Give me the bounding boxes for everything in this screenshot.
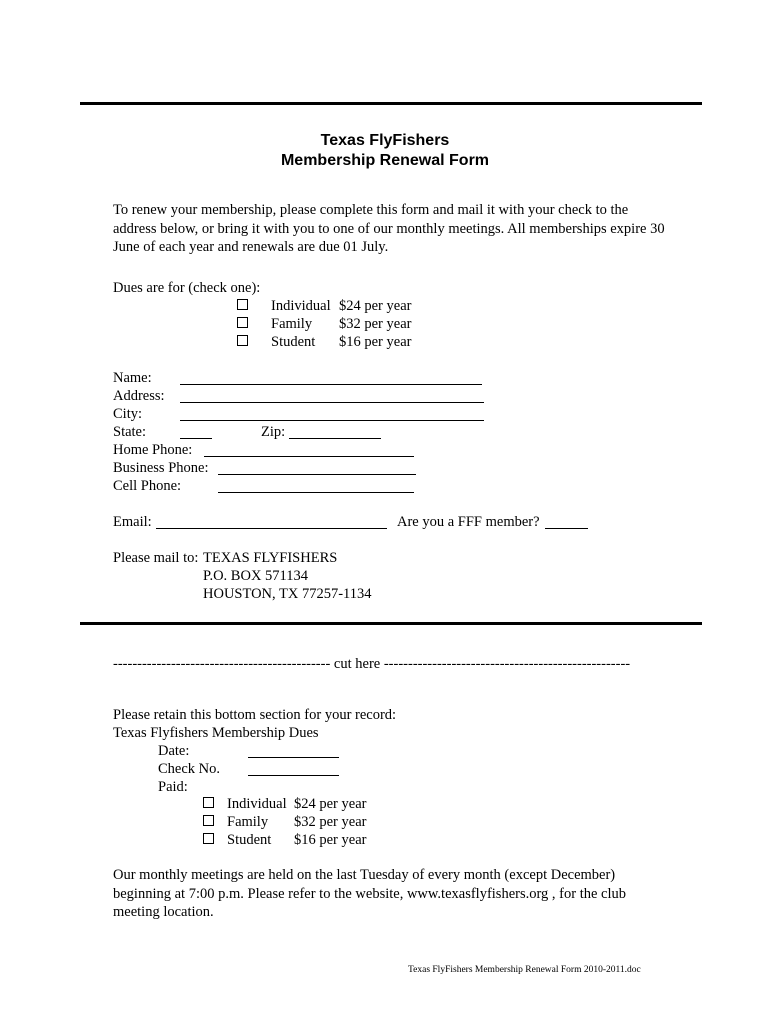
record-student-label: Student [227,832,272,848]
city-field[interactable] [180,420,484,421]
dues-student-price: $16 per year [339,334,412,350]
email-label: Email: [113,514,152,530]
business-phone-label: Business Phone: [113,460,209,476]
dues-family-label: Family [271,316,313,332]
zip-label: Zip: [261,424,286,440]
record-student-price: $16 per year [294,832,367,848]
middle-divider [80,622,702,625]
home-phone-field[interactable] [204,456,414,457]
intro-paragraph: To renew your membership, please complete this form and mail it with your check to the address below, or bring it with you to one of our monthly meetings. All memberships expire 30 June of each year and renewals are due 01 July. [113,202,665,255]
dues-family-price: $32 per year [339,316,412,332]
dues-student-label: Student [271,334,316,350]
address-field[interactable] [180,402,484,403]
form-subtitle: Membership Renewal Form [280,152,490,169]
cell-phone-field[interactable] [218,492,414,493]
dues-student-checkbox[interactable] [237,335,248,346]
state-field[interactable] [180,438,212,439]
retain-note: Please retain this bottom section for your record: [113,707,397,723]
cut-line [113,655,630,673]
record-individual-price: $24 per year [294,796,367,812]
email-field[interactable] [156,528,387,529]
state-label: State: [113,424,147,440]
cut-dashes-left: --------------------------------------------- [113,656,331,672]
dues-individual-price: $24 per year [339,298,412,314]
fff-member-field[interactable] [545,528,588,529]
mail-address-line3: HOUSTON, TX 77257-1134 [203,586,372,602]
business-phone-field[interactable] [218,474,416,475]
record-title: Texas Flyfishers Membership Dues [113,725,319,741]
name-field[interactable] [180,384,482,385]
cut-here-label: cut here [333,656,381,672]
fff-member-label: Are you a FFF member? [397,514,540,530]
record-student-checkbox[interactable] [203,833,214,844]
dues-family-checkbox[interactable] [237,317,248,328]
dues-label: Dues are for (check one): [113,280,261,296]
record-family-checkbox[interactable] [203,815,214,826]
name-label: Name: [113,370,152,386]
record-family-price: $32 per year [294,814,367,830]
dues-individual-label: Individual [271,298,331,314]
meetings-paragraph: Our monthly meetings are held on the last Tuesday of every month (except December) beginning at 7:00 p.m. Please refer to the website, www.texasflyfishers.org , for the club meeting location. [113,867,627,920]
record-date-label: Date: [158,743,190,759]
cut-dashes-right: --------------------------------------------------- [383,656,631,672]
mail-address-line2: P.O. BOX 571134 [203,568,309,584]
home-phone-label: Home Phone: [113,442,193,458]
record-family-label: Family [227,814,269,830]
dues-individual-checkbox[interactable] [237,299,248,310]
record-paid-label: Paid: [158,779,188,795]
zip-field[interactable] [289,438,381,439]
record-date-field[interactable] [248,757,339,758]
top-divider [80,102,702,105]
document-footer: Texas FlyFishers Membership Renewal Form 2010-2011.doc [408,965,641,975]
city-label: City: [113,406,143,422]
form-title: Texas FlyFishers [320,132,450,149]
mail-to-label: Please mail to: [113,550,199,566]
record-individual-label: Individual [227,796,287,812]
record-check-no-label: Check No. [158,761,221,777]
mail-address-line1: TEXAS FLYFISHERS [203,550,338,566]
record-individual-checkbox[interactable] [203,797,214,808]
record-check-no-field[interactable] [248,775,339,776]
cell-phone-label: Cell Phone: [113,478,182,494]
address-label: Address: [113,388,165,404]
